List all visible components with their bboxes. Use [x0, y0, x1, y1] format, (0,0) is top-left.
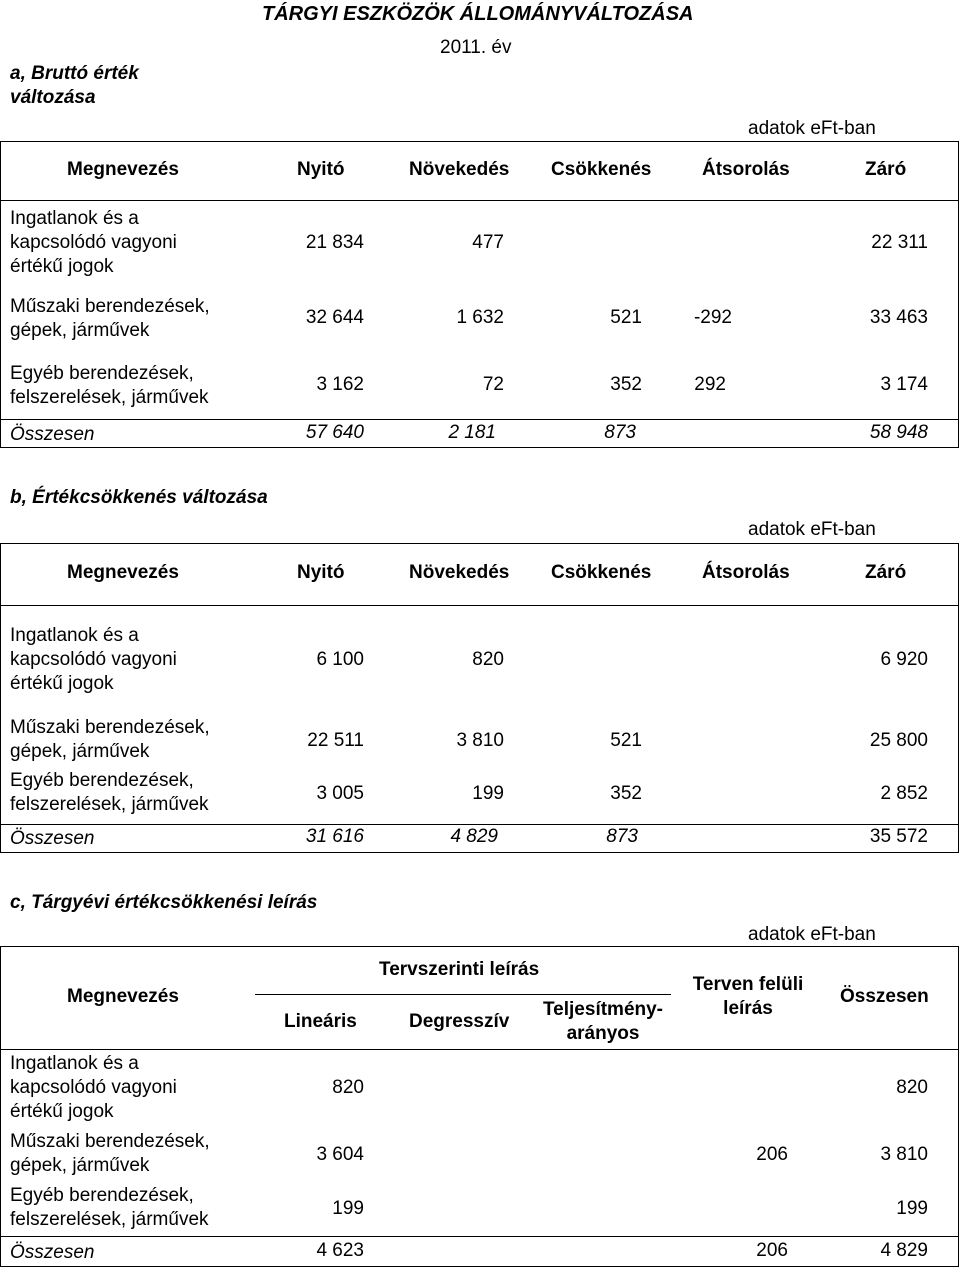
table-a-row3-csokkenes: 352: [610, 374, 642, 395]
table-b-col-novekedes: Növekedés: [409, 562, 510, 583]
table-a-row2-csokkenes: 521: [610, 307, 642, 328]
table-a-row1-name-line2: kapcsolódó vagyoni: [10, 232, 177, 253]
table-a-row3-novekedes: 72: [482, 374, 504, 395]
table-c-col-megnevezes: Megnevezés: [67, 986, 179, 1007]
section-a-title-line2: változása: [10, 87, 96, 108]
table-a-top-border: [0, 141, 959, 142]
table-b-col-zaro: Záró: [865, 562, 907, 583]
table-c-row1-name-line2: kapcsolódó vagyoni: [10, 1077, 177, 1098]
table-c-row2-osszesen: 3 810: [880, 1144, 928, 1165]
table-c-left-border: [0, 946, 1, 1267]
table-c-right-border: [958, 946, 959, 1267]
table-c-total-linearis: 4 623: [316, 1240, 364, 1261]
table-a-row2-novekedes: 1 632: [456, 307, 504, 328]
table-a-row2-zaro: 33 463: [869, 307, 928, 328]
table-a-row3-name-line2: felszerelések, járművek: [10, 387, 209, 408]
table-b-col-megnevezes: Megnevezés: [67, 562, 179, 583]
table-b-row1-name-line2: kapcsolódó vagyoni: [10, 649, 177, 670]
section-a-title-line1: a, Bruttó érték: [10, 63, 139, 84]
table-c-total-osszesen: 4 829: [880, 1240, 928, 1261]
table-a-col-csokkenes: Csökkenés: [551, 159, 652, 180]
table-a-row1-name-line3: értékű jogok: [10, 256, 114, 277]
table-c-col-tervszerinti: Tervszerinti leírás: [379, 959, 540, 980]
table-a-left-border: [0, 141, 1, 448]
table-b-total-novekedes: 4 829: [450, 826, 498, 847]
table-b-row2-zaro: 25 800: [869, 730, 928, 751]
table-c-total-border: [0, 1236, 959, 1237]
table-a-col-zaro: Záró: [865, 159, 907, 180]
table-b-right-border: [958, 543, 959, 853]
table-c-total-terven-feluli: 206: [756, 1240, 788, 1261]
table-b-row2-csokkenes: 521: [610, 730, 642, 751]
table-b-bottom-border: [0, 852, 959, 853]
table-a-row3-zaro: 3 174: [880, 374, 928, 395]
table-c-row1-name-line1: Ingatlanok és a: [10, 1053, 139, 1074]
table-a-row3-nyito: 3 162: [316, 374, 364, 395]
document-title: TÁRGYI ESZKÖZÖK ÁLLOMÁNYVÁLTOZÁSA: [262, 3, 694, 25]
table-a-row2-nyito: 32 644: [305, 307, 364, 328]
table-b-row3-name-line1: Egyéb berendezések,: [10, 770, 194, 791]
table-a-row2-name-line2: gépek, járművek: [10, 320, 150, 341]
table-c-row3-osszesen: 199: [896, 1198, 928, 1219]
table-c-col-osszesen: Összesen: [840, 986, 929, 1007]
table-c-row2-name-line2: gépek, járművek: [10, 1155, 150, 1176]
table-b-row1-name-line3: értékű jogok: [10, 673, 114, 694]
table-a-header-border: [0, 200, 959, 201]
table-c-header-border: [0, 1049, 959, 1050]
section-c-title: c, Tárgyévi értékcsökkenési leírás: [10, 892, 318, 913]
table-b-row2-novekedes: 3 810: [456, 730, 504, 751]
table-b-left-border: [0, 543, 1, 853]
table-c-bottom-border: [0, 1266, 959, 1267]
table-b-col-nyito: Nyitó: [297, 562, 345, 583]
table-a-row2-atsorolas: -292: [693, 307, 732, 328]
table-b-row2-name-line1: Műszaki berendezések,: [10, 717, 210, 738]
table-c-row1-osszesen: 820: [896, 1077, 928, 1098]
section-b-unit: adatok eFt-ban: [748, 519, 876, 540]
table-b-row3-name-line2: felszerelések, járművek: [10, 794, 209, 815]
table-b-row1-novekedes: 820: [472, 649, 504, 670]
table-a-row1-nyito: 21 834: [305, 232, 364, 253]
table-b-row1-nyito: 6 100: [316, 649, 364, 670]
table-a-row3-name-line1: Egyéb berendezések,: [10, 363, 194, 384]
table-c-subheader-border: [255, 994, 671, 995]
table-b-total-nyito: 31 616: [305, 826, 364, 847]
table-b-col-atsorolas: Átsorolás: [702, 562, 790, 583]
table-a-row1-zaro: 22 311: [871, 232, 928, 253]
table-a-total-novekedes: 2 181: [448, 422, 496, 443]
table-c-row1-name-line3: értékű jogok: [10, 1101, 114, 1122]
table-a-row1-novekedes: 477: [472, 232, 504, 253]
table-c-row2-name-line1: Műszaki berendezések,: [10, 1131, 210, 1152]
table-c-col-terven-feluli-line2: leírás: [723, 998, 773, 1019]
table-b-row3-zaro: 2 852: [880, 783, 928, 804]
table-a-total-zaro: 58 948: [869, 422, 928, 443]
table-a-total-nyito: 57 640: [305, 422, 364, 443]
table-b-row2-name-line2: gépek, járművek: [10, 741, 150, 762]
table-b-row3-novekedes: 199: [472, 783, 504, 804]
table-c-col-teljesitmeny-line1: Teljesítmény-: [542, 999, 664, 1020]
table-a-total-label: Összesen: [10, 424, 95, 445]
table-a-total-csokkenes: 873: [604, 422, 636, 443]
table-a-col-nyito: Nyitó: [297, 159, 345, 180]
table-a-col-megnevezes: Megnevezés: [67, 159, 179, 180]
table-c-col-linearis: Lineáris: [284, 1011, 357, 1032]
section-a-unit: adatok eFt-ban: [748, 118, 876, 139]
year-label: 2011. év: [440, 37, 512, 58]
table-b-row3-nyito: 3 005: [316, 783, 364, 804]
table-b-header-border: [0, 605, 959, 606]
table-b-col-csokkenes: Csökkenés: [551, 562, 652, 583]
table-a-right-border: [958, 141, 959, 448]
table-c-col-teljesitmeny-line2: arányos: [566, 1023, 640, 1044]
table-c-top-border: [0, 946, 959, 947]
table-a-row3-atsorolas: 292: [694, 374, 726, 395]
table-c-row1-linearis: 820: [332, 1077, 364, 1098]
table-b-total-label: Összesen: [10, 828, 95, 849]
table-c-col-terven-feluli-line1: Terven felüli: [692, 974, 804, 995]
section-b-title: b, Értékcsökkenés változása: [10, 487, 268, 508]
table-b-top-border: [0, 543, 959, 544]
table-c-row3-name-line2: felszerelések, járművek: [10, 1209, 209, 1230]
table-c-total-label: Összesen: [10, 1242, 95, 1263]
table-c-row3-name-line1: Egyéb berendezések,: [10, 1185, 194, 1206]
table-c-row2-linearis: 3 604: [316, 1144, 364, 1165]
table-b-row1-zaro: 6 920: [880, 649, 928, 670]
table-b-row2-nyito: 22 511: [307, 730, 364, 751]
table-b-total-csokkenes: 873: [606, 826, 638, 847]
table-a-row2-name-line1: Műszaki berendezések,: [10, 296, 210, 317]
table-c-col-degressziv: Degresszív: [409, 1011, 510, 1032]
table-a-bottom-border: [0, 447, 959, 448]
table-b-row3-csokkenes: 352: [610, 783, 642, 804]
table-c-row3-linearis: 199: [332, 1198, 364, 1219]
section-c-unit: adatok eFt-ban: [748, 924, 876, 945]
table-a-col-atsorolas: Átsorolás: [702, 159, 790, 180]
table-c-row2-terven-feluli: 206: [756, 1144, 788, 1165]
table-a-col-novekedes: Növekedés: [409, 159, 510, 180]
table-a-row1-name-line1: Ingatlanok és a: [10, 208, 139, 229]
table-a-total-border: [0, 419, 959, 420]
table-b-total-zaro: 35 572: [869, 826, 928, 847]
table-b-row1-name-line1: Ingatlanok és a: [10, 625, 139, 646]
